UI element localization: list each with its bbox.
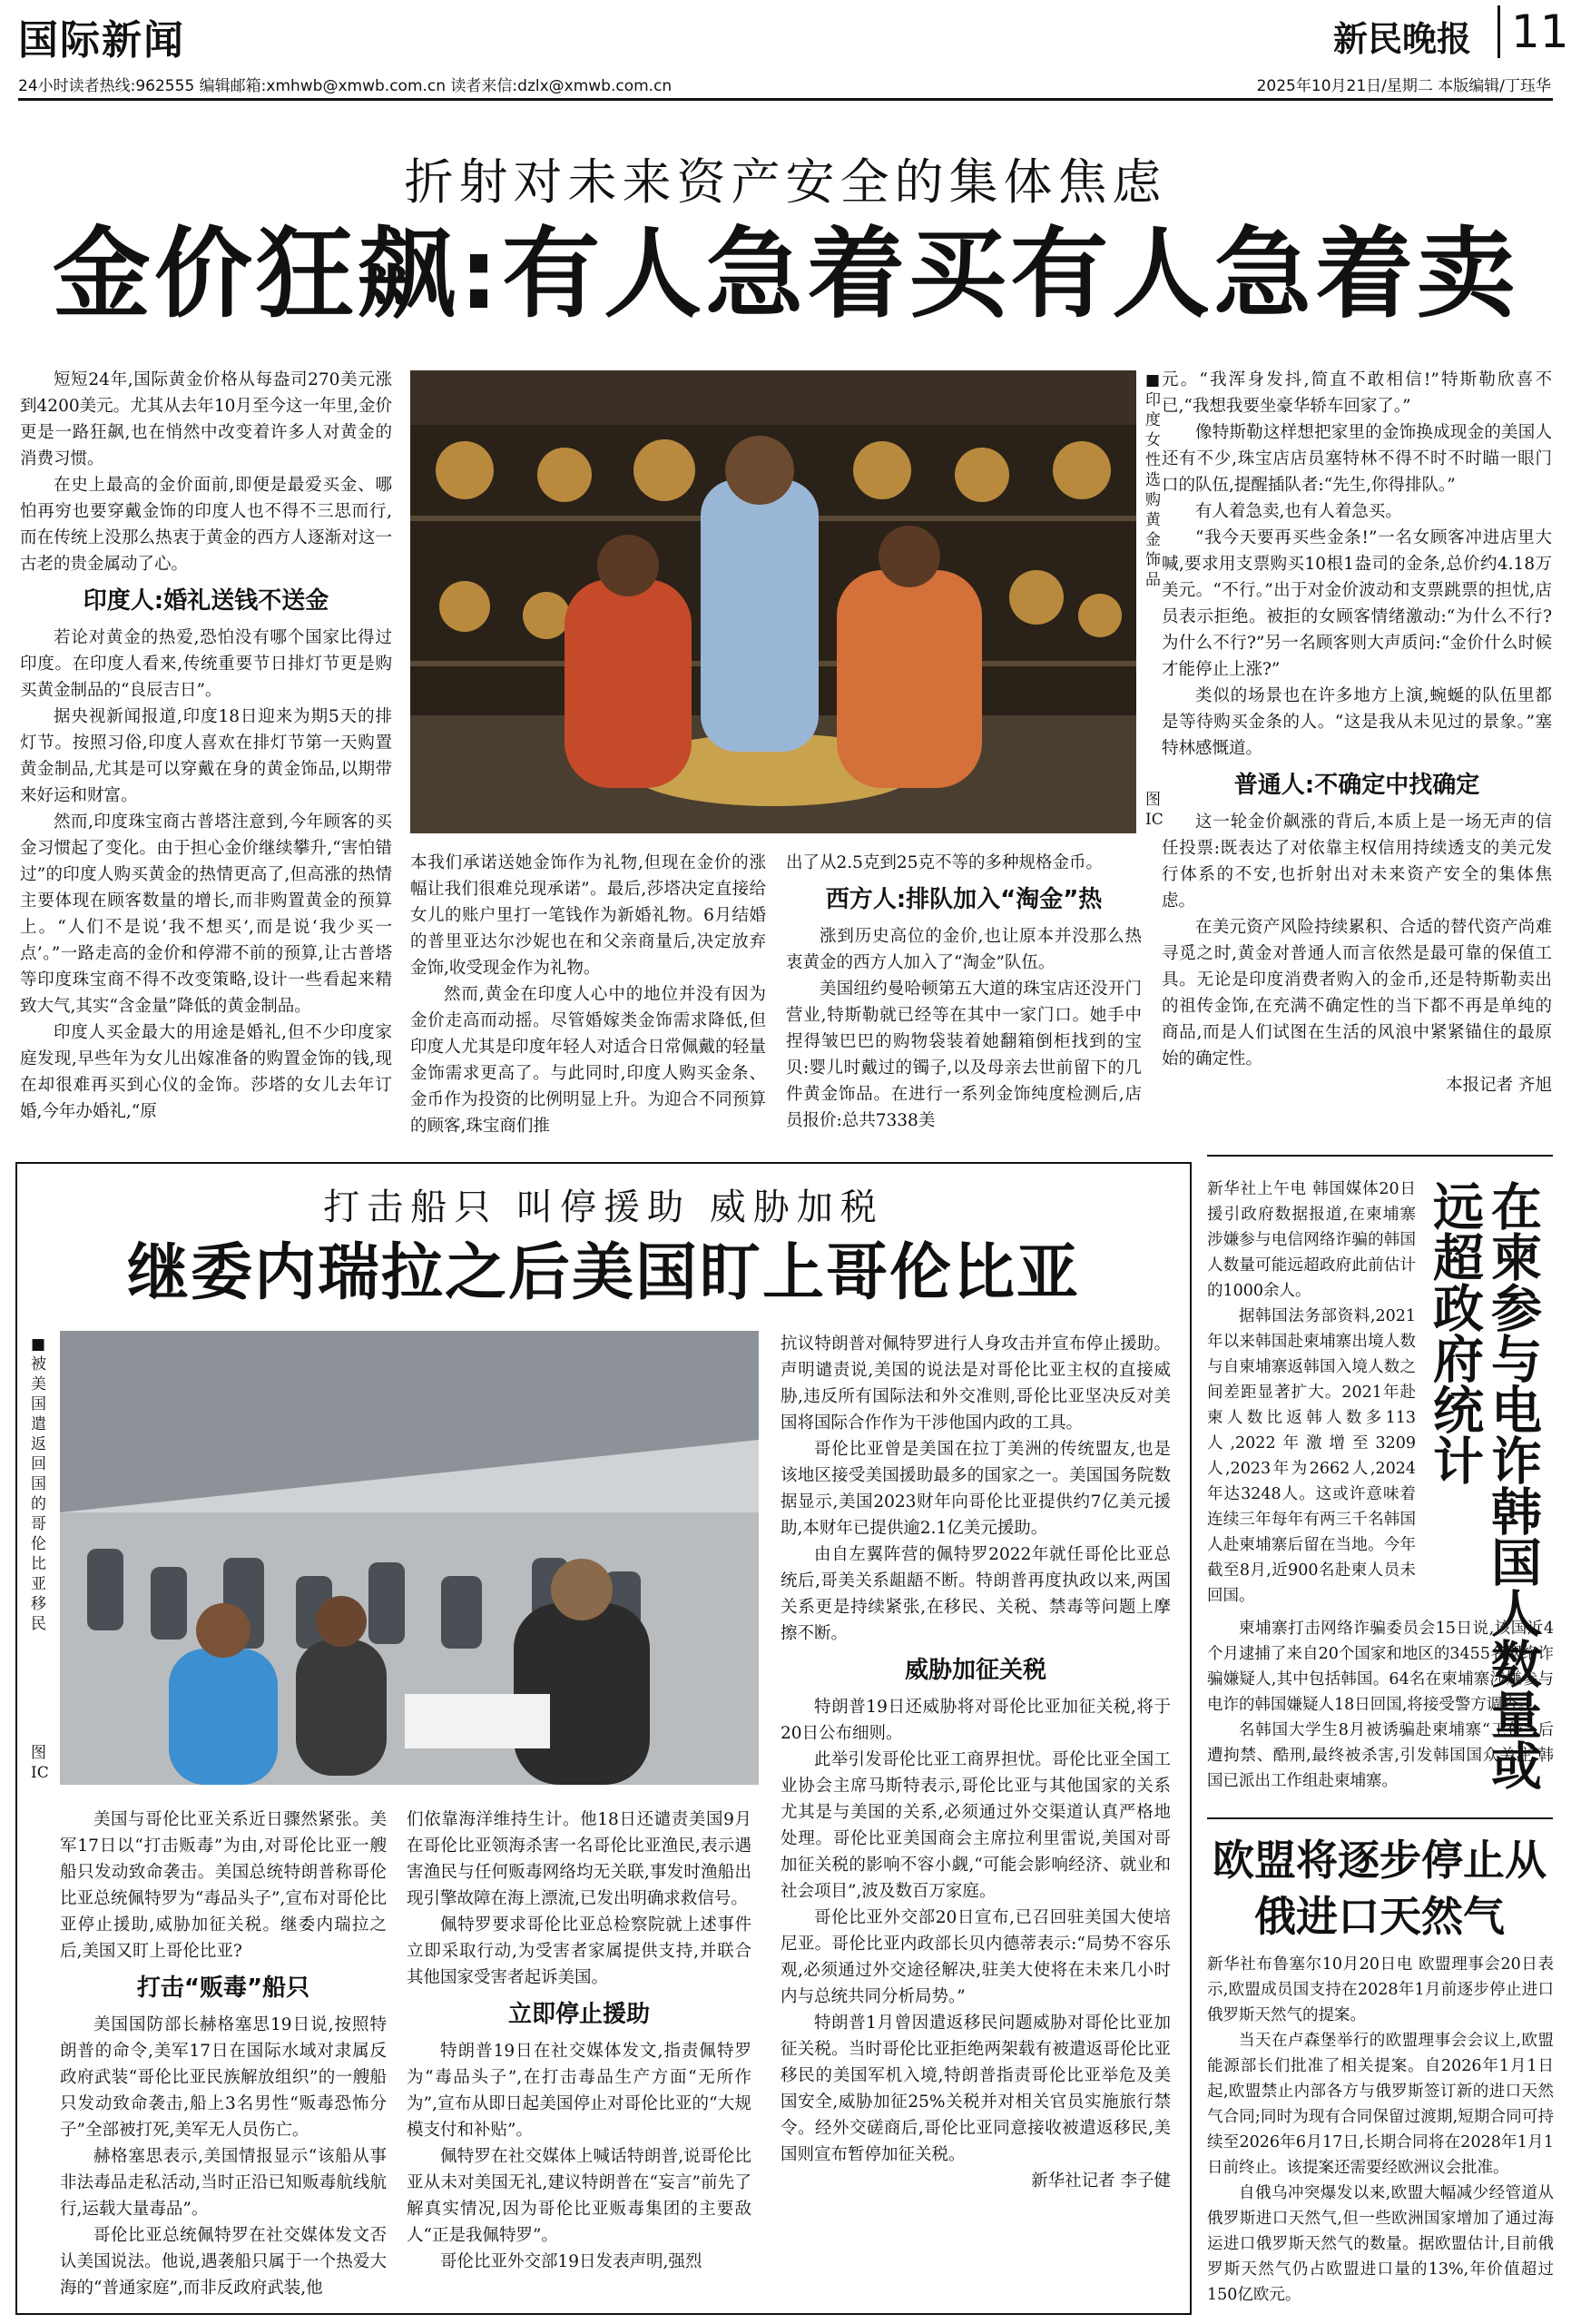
paragraph: 赫格塞思表示,美国情报显示“该船从事非法毒品走私活动,当时正沿已知贩毒航线航行,运载大量毒品”。 bbox=[60, 2147, 387, 2219]
story3-headline-text: 在柬参与电诈韩国人数量或远超政府统计 bbox=[1425, 1180, 1542, 1790]
story2-subhead-tariff: 威胁加征关税 bbox=[904, 1657, 1046, 1684]
paragraph: 本我们承诺送她金饰作为礼物,但现在金价的涨幅让我们很难兑现承诺”。最后,莎塔决定直接给女儿的账户里打一笔钱作为新婚礼物。6月结婚的普里亚达尔沙妮也在和父亲商量后,决定放弃金饰,收受现金作为礼物。 bbox=[410, 853, 766, 978]
paragraph: 此举引发哥伦比亚工商界担忧。哥伦比亚全国工业协会主席马斯特表示,哥伦比亚与其他国家的关系尤其是与美国的关系,必须通过外交渠道认真严格地处理。哥伦比亚美国商会主席拉利里雷说,美国对哥加征关税的影响不容小觑,“可能会影响经济、就业和社会项目”,波及数百万家庭。 bbox=[781, 1750, 1171, 1901]
paragraph: 特朗普1月曾因遣返移民问题威胁对哥伦比亚加征关税。当时哥伦比亚拒绝两架载有被遣返哥伦比亚移民的美国军机入境,特朗普指责哥伦比亚举危及美国安全,威胁加征25%关税并对相关官员实施旅行禁令。经外交磋商后,哥伦比亚同意接收被遣返移民,美国则宣布暂停加征关税。 bbox=[781, 2014, 1171, 2164]
paragraph: 新华社上午电 韩国媒体20日援引政府数据报道,在柬埔寨涉嫌参与电信网络诈骗的韩国人数量可能远超政府此前估计的1000余人。 bbox=[1207, 1180, 1416, 1300]
story4-body bbox=[1207, 1952, 1554, 2308]
paragraph: 新华社布鲁塞尔10月20日电 欧盟理事会20日表示,欧盟成员国支持在2028年1月前逐步停止进口俄罗斯天然气的提案。 bbox=[1207, 1955, 1554, 2024]
story1-headline: 金价狂飙:有人急着买有人急着卖 bbox=[52, 218, 1519, 331]
story3-col-top bbox=[1207, 1177, 1416, 1609]
story2-colB bbox=[407, 1807, 751, 2275]
paragraph: 据韩国法务部资料,2021年以来韩国赴柬埔寨出境人数与自柬埔寨返韩国入境人数之间差距显著扩大。2021年赴柬人数比返韩人数多113人,2022年激增至3209人,2023年为2662人,2024年达3248人。这或许意味着连续三年每年有两三千名韩国人赴柬埔寨后留在当地。今年截至8月,近900名赴柬人员未回国。 bbox=[1207, 1307, 1416, 1605]
story1-subhead-west: 西方人:排队加入“淘金”热 bbox=[825, 886, 1103, 913]
paragraph: 佩特罗在社交媒体上喊话特朗普,说哥伦比亚从未对美国无礼,建议特朗普在“妄言”前先了解真实情况,因为哥伦比亚贩毒集团的主要敌人“正是我佩特罗”。 bbox=[407, 2147, 751, 2245]
paragraph: 有人着急卖,也有人着急买。 bbox=[1195, 502, 1402, 521]
story3-col-bottom bbox=[1207, 1616, 1554, 1794]
header-divider bbox=[1497, 5, 1500, 58]
story2-photo-credit: 图IC bbox=[31, 1744, 49, 1782]
story2-colA bbox=[60, 1807, 387, 2301]
paragraph: 类似的场景也在许多地方上演,蜿蜒的队伍里都是等待购买金条的人。“这是我从未见过的景象。”塞特林感慨道。 bbox=[1162, 686, 1552, 758]
paragraph: 美国纽约曼哈顿第五大道的珠宝店还没开门营业,特斯勒就已经等在其中一家门口。她手中捏得皱巴巴的购物袋装着她翻箱倒柜找到的宝贝:婴儿时戴过的镯子,以及母亲去世前留下的几件黄金饰品。在进行一系列金饰纯度检测后,店员报价:总共7338美 bbox=[786, 980, 1142, 1130]
paragraph: 然而,印度珠宝商古普塔注意到,今年顾客的买金习惯起了变化。由于担心金价继续攀升,“害怕错过”的印度人购买黄金的热情更高了,但高涨的热情主要体现在顾客数量的增长,而非购置黄金的预算上。“人们不是说‘我不想买’,而是说‘我少买一点’。”一路走高的金价和停滞不前的预算,让古普塔等印度珠宝商不得不改变策略,设计一些看起来精致大气,其实“含金量”降低的黄金制品。 bbox=[20, 812, 392, 1016]
paragraph: 出了从2.5克到25克不等的多种规格金币。 bbox=[786, 853, 1103, 872]
story1-photo-caption: ■印度女性选购黄金饰品 bbox=[1145, 371, 1161, 589]
paragraph: 名韩国大学生8月被诱骗赴柬埔寨“工作”,后遭拘禁、酷刑,最终被杀害,引发韩国国众关注,韩国已派出工作组赴柬埔寨。 bbox=[1207, 1721, 1554, 1790]
paragraph: 抗议特朗普对佩特罗进行人身攻击并宣布停止援助。声明谴责说,美国的说法是对哥伦比亚主权的直接威胁,违反所有国际法和外交准则,哥伦比亚坚决反对美国将国际合作作为干涉他国内政的工具。 bbox=[781, 1334, 1171, 1433]
paragraph: 自俄乌冲突爆发以来,欧盟大幅减少经管道从俄罗斯进口天然气,但一些欧洲国家增加了通过海运进口俄罗斯天然气的数量。据欧盟估计,目前俄罗斯天然气仍占欧盟进口量的13%,年价值超过150亿欧元。 bbox=[1207, 2184, 1554, 2304]
story4-rule bbox=[1207, 1817, 1553, 1819]
paragraph: 短短24年,国际黄金价格从每盎司270美元涨到4200美元。尤其从去年10月至今这一年里,金价更是一路狂飙,也在悄然中改变着许多人对黄金的消费习惯。 bbox=[20, 370, 392, 468]
story2-photo-caption: ■被美国遣返回国的哥伦比亚移民 bbox=[31, 1335, 46, 1633]
paragraph: 当天在卢森堡举行的欧盟理事会会议上,欧盟能源部长们批准了相关提案。自2026年1月1日起,欧盟禁止内部各方与俄罗斯签订新的进口天然气合同;同时为现有合同保留过渡期,短期合同可持续至2026年6月17日,长期合同将在2028年1月1日前终止。该提案还需要经欧洲议会批准。 bbox=[1207, 2032, 1554, 2177]
paragraph: 柬埔寨打击网络诈骗委员会15日说,该国近4个月逮捕了来自20个国家和地区的3455名网络诈骗嫌疑人,其中包括韩国。64名在柬埔寨涉嫌参与电诈的韩国嫌疑人18日回国,将接受警方调查。 bbox=[1207, 1620, 1554, 1714]
paragraph: 然而,黄金在印度人心中的地位并没有因为金价走高而动摇。尽管婚嫁类金饰需求降低,但印度人尤其是印度年轻人对适合日常佩戴的轻量金饰需求更高了。与此同时,印度人购买金条、金币作为投资的比例明显上升。为迎合不同预算的顾客,珠宝商们推 bbox=[410, 985, 766, 1136]
page-number: 11 bbox=[1511, 5, 1569, 58]
paragraph: 元。“我浑身发抖,简直不敢相信!”特斯勒欣喜不已,“我想我要坐豪华轿车回家了。” bbox=[1162, 370, 1552, 416]
story2-kicker: 打击船只 叫停援助 威胁加税 bbox=[323, 1187, 884, 1228]
story1-col3 bbox=[786, 850, 1142, 1134]
story1-kicker: 折射对未来资产安全的集体焦虑 bbox=[404, 153, 1167, 211]
paragraph: 印度人买金最大的用途是婚礼,但不少印度家庭发现,早些年为女儿出嫁准备的购置金饰的钱,现在却很难再买到心仪的金饰。莎塔的女儿去年订婚,今年办婚礼,“原 bbox=[20, 1023, 392, 1121]
story2-photo bbox=[60, 1331, 759, 1785]
story1-byline: 本报记者 齐旭 bbox=[1446, 1076, 1552, 1095]
paragraph: 哥伦比亚外交部20日宣布,已召回驻美国大使培尼亚。哥伦比亚内政部长贝内德蒂表示:“局势不容乐观,必须通过外交途径解决,驻美大使将在未来几小时内与总统共同分析局势。” bbox=[781, 1908, 1171, 2006]
paragraph: 若论对黄金的热爱,恐怕没有哪个国家比得过印度。在印度人看来,传统重要节日排灯节更是购买黄金制品的“良辰吉日”。 bbox=[20, 628, 392, 700]
story1-col4 bbox=[1162, 367, 1552, 1098]
story1-subhead-ordinary: 普通人:不确定中找确定 bbox=[1233, 772, 1480, 799]
paragraph: 美国与哥伦比亚关系近日骤然紧张。美军17日以“打击贩毒”为由,对哥伦比亚一艘船只发动致命袭击。美国总统特朗普称哥伦比亚总统佩特罗为“毒品头子”,宣布对哥伦比亚停止援助,威胁加征关税。继委内瑞拉之后,美国又盯上哥伦比亚? bbox=[60, 1810, 387, 1961]
story1-col2 bbox=[410, 850, 766, 1139]
story1-photo bbox=[410, 370, 1136, 833]
newspaper-logo: 新民晚报 bbox=[1332, 18, 1471, 59]
reader-hotline: 24小时读者热线:962555 编辑邮箱:xmhwb@xmwb.com.cn 读者来信:dzlx@xmwb.com.cn bbox=[18, 77, 673, 95]
story3-rule bbox=[1207, 1155, 1553, 1157]
paragraph: 像特斯勒这样想把家里的金饰换成现金的美国人还有不少,珠宝店店员塞特林不得不时不时瞄一眼门口的队伍,提醒插队者:“先生,你得排队。” bbox=[1162, 423, 1552, 495]
story1-photo-credit: 图IC bbox=[1145, 791, 1164, 829]
story2-byline: 新华社记者 李子健 bbox=[1031, 2171, 1171, 2191]
paragraph: 们依靠海洋维持生计。他18日还谴责美国9月在哥伦比亚领海杀害一名哥伦比亚渔民,表示遇害渔民与任何贩毒网络均无关联,事发时渔船出现引擎故障在海上漂流,已发出明确求救信号。 bbox=[407, 1810, 751, 1908]
story2-colC bbox=[781, 1331, 1171, 2194]
paragraph: 哥伦比亚外交部19日发表声明,强烈 bbox=[440, 2252, 702, 2271]
paragraph: 美国国防部长赫格塞思19日说,按照特朗普的命令,美军17日在国际水域对隶属反政府武装“哥伦比亚民族解放组织”的一艘船只发动致命袭击,船上3名男性“贩毒恐怖分子”全部被打死,美军无人员伤亡。 bbox=[60, 2015, 387, 2140]
story4-headline: 欧盟将逐步停止从俄进口天然气 bbox=[1213, 1836, 1546, 1941]
paragraph: 佩特罗要求哥伦比亚总检察院就上述事件立即采取行动,为受害者家属提供支持,并联合其他国家受害者起诉美国。 bbox=[407, 1915, 751, 1987]
story2-subhead-aid: 立即停止援助 bbox=[507, 2001, 650, 2028]
story2-subhead-strike: 打击“贩毒”船只 bbox=[136, 1974, 310, 2002]
paragraph: 由自左翼阵营的佩特罗2022年就任哥伦比亚总统后,哥美关系龃龉不断。特朗普再度执政以来,两国关系更是持续紧张,在移民、关税、禁毒等问题上摩擦不断。 bbox=[781, 1545, 1171, 1643]
story1-subhead-india: 印度人:婚礼送钱不送金 bbox=[83, 587, 329, 615]
story1-col1 bbox=[20, 367, 392, 1125]
paragraph: “我今天要再买些金条!”一名女顾客冲进店里大喊,要求用支票购买10根1盎司的金条,总价约4.18万美元。“不行。”出于对金价波动和支票跳票的担忧,店员表示拒绝。被拒的女顾客情绪激动:“为什么不行?为什么不行?”另一名顾客则大声质问:“金价什么时候才能停止上涨?” bbox=[1162, 528, 1552, 679]
paragraph: 据央视新闻报道,印度18日迎来为期5天的排灯节。按照习俗,印度人喜欢在排灯节第一天购置黄金制品,尤其是可以穿戴在身的黄金饰品,以期带来好运和财富。 bbox=[20, 707, 392, 805]
paragraph: 哥伦比亚曾是美国在拉丁美洲的传统盟友,也是该地区接受美国援助最多的国家之一。美国国务院数据显示,美国2023财年向哥伦比亚提供约7亿美元援助,本财年已提供逾2.1亿美元援助。 bbox=[781, 1440, 1171, 1538]
paragraph: 特朗普19日还威胁将对哥伦比亚加征关税,将于20日公布细则。 bbox=[781, 1698, 1171, 1743]
paragraph: 在史上最高的金价面前,即便是最爱买金、哪怕再穷也要穿戴金饰的印度人也不得不三思而行,而在传统上没那么热衷于黄金的西方人逐渐对这一古老的贵金属动了心。 bbox=[20, 476, 392, 574]
issue-date: 2025年10月21日/星期二 本版编辑/丁珏华 bbox=[1256, 77, 1551, 95]
story2-headline: 继委内瑞拉之后美国盯上哥伦比亚 bbox=[126, 1237, 1080, 1309]
paragraph: 特朗普19日在社交媒体发文,指责佩特罗为“毒品头子”,在打击毒品生产方面“无所作为”,宣布从即日起美国停止对哥伦比亚的“大规模支付和补贴”。 bbox=[407, 2042, 751, 2140]
paragraph: 哥伦比亚总统佩特罗在社交媒体发文否认美国说法。他说,遇袭船只属于一个热爱大海的“普通家庭”,而非反政府武装,他 bbox=[60, 2226, 387, 2298]
header-rule bbox=[18, 98, 1553, 101]
paragraph: 这一轮金价飙涨的背后,本质上是一场无声的信任投票:既表达了对依靠主权信用持续透支的美元发行体系的不安,也折射出对未来资产安全的集体焦虑。 bbox=[1162, 812, 1552, 911]
paragraph: 在美元资产风险持续累积、合适的替代资产尚难寻觅之时,黄金对普通人而言依然是最可靠的保值工具。无论是印度消费者购入的金币,还是特斯勒卖出的祖传金饰,在充满不确定性的当下都不再是单纯的商品,而是人们试图在生活的风浪中紧紧锚住的最原始的确定性。 bbox=[1162, 918, 1552, 1068]
section-title: 国际新闻 bbox=[18, 17, 185, 64]
paragraph: 涨到历史高位的金价,也让原本并没那么热衷黄金的西方人加入了“淘金”队伍。 bbox=[786, 927, 1142, 972]
